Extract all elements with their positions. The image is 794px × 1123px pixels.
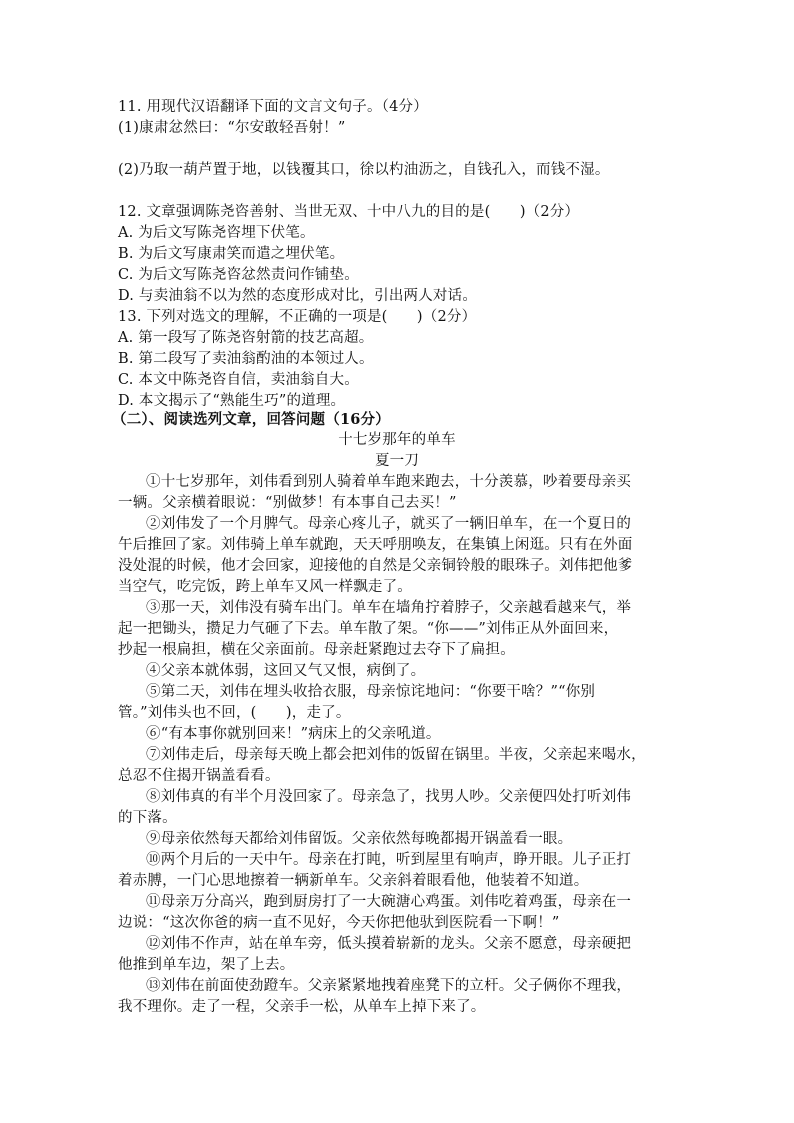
para-line: 午后推回了家。刘伟骑上单车就跑，天天呼朋唤友，在集镇上闲逛。只有在外面: [118, 537, 633, 553]
para-line: ③那一天，刘伟没有骑车出门。单车在墙角拧着脖子，父亲越看越来气，举: [146, 600, 632, 616]
para-line: ④父亲本就体弱，这回又气又恨，病倒了。: [146, 663, 426, 679]
para-line: 当空气，吃完饭，跨上单车又风一样飘走了。: [118, 579, 412, 595]
q11-title: 11. 用现代汉语翻译下面的文言文句子。（4分）: [118, 99, 428, 115]
q11-item-1: (1)康肃忿然曰：“尔安敢轻吾射！”: [118, 120, 346, 136]
para-line: ⑩两个月后的一天中午。母亲在打盹，听到屋里有响声，睁开眼。儿子正打: [146, 852, 632, 868]
para-line: 他推到单车边，架了上去。: [118, 957, 295, 973]
q13-option-b: B. 第二段写了卖油翁酌油的本领过人。: [118, 351, 374, 367]
q13-option-a: A. 第一段写了陈尧咨射箭的技艺高超。: [118, 330, 374, 346]
q12-option-d: D. 与卖油翁不以为然的态度形成对比，引出两人对话。: [118, 288, 478, 304]
para-line: ⑧刘伟真的有半个月没回家了。母亲急了，找男人吵。父亲便四处打听刘伟: [146, 789, 632, 805]
para-line: 我不理你。走了一程，父亲手一松，从单车上掉下来了。: [118, 999, 486, 1015]
q12-title: 12. 文章强调陈尧咨善射、当世无双、十中八九的目的是( )（2分）: [118, 204, 580, 220]
para-line: ⑥“有本事你就别回来！”病床上的父亲吼道。: [146, 726, 441, 742]
para-line: 一辆。父亲横着眼说：“别做梦！有本事自己去买！”: [118, 495, 457, 511]
para-line: ⑫刘伟不作声，站在单车旁，低头摸着崭新的龙头。父亲不愿意，母亲硬把: [146, 936, 632, 952]
para-line: 边说：“这次你爸的病一直不见好，今天你把他驮到医院看一下啊！”: [118, 915, 560, 931]
para-line: ①十七岁那年，刘伟看到别人骑着单车跑来跑去，十分羡慕，吵着要母亲买: [146, 474, 632, 490]
q12-option-b: B. 为后文写康肃笑而遣之埋伏笔。: [118, 246, 345, 262]
q12-option-c: C. 为后文写陈尧咨忿然责问作铺垫。: [118, 267, 359, 283]
section-heading: （二）、阅读选列文章，回答问题（16分）: [112, 411, 390, 428]
para-line: 抄起一根扁担，横在父亲面前。母亲赶紧跑过去夺下了扁担。: [118, 642, 515, 658]
article-title: 十七岁那年的单车: [338, 432, 456, 448]
q13-option-c: C. 本文中陈尧咨自信，卖油翁自大。: [118, 372, 359, 388]
para-line: 的下落。: [118, 810, 177, 826]
para-line: ⑦刘伟走后，母亲每天晚上都会把刘伟的饭留在锅里。半夜，父亲起来喝水，: [146, 747, 646, 763]
q13-title: 13. 下列对选文的理解，不正确的一项是( )（2分）: [118, 309, 477, 325]
article-author: 夏一刀: [374, 453, 420, 469]
para-line: 总忍不住揭开锅盖看看。: [118, 768, 280, 784]
para-line: ⑪母亲万分高兴，跑到厨房打了一大碗溏心鸡蛋。刘伟吃着鸡蛋，母亲在一: [146, 894, 632, 910]
para-line: ⑤第二天，刘伟在埋头收拾衣服，母亲惊诧地问：“你要干啥？”“你别: [146, 684, 596, 700]
para-line: ⑬刘伟在前面使劲蹬车。父亲紧紧地拽着座凳下的立杆。父子俩你不理我，: [146, 978, 632, 994]
q13-option-d: D. 本文揭示了“熟能生巧”的道理。: [118, 393, 346, 409]
para-line: 没处混的时候，他才会回家，迎接他的自然是父亲铜铃般的眼珠子。刘伟把他爹: [118, 558, 633, 574]
q12-option-a: A. 为后文写陈尧咨埋下伏笔。: [118, 225, 315, 241]
para-line: ②刘伟发了一个月脾气。母亲心疼儿子，就买了一辆旧单车，在一个夏日的: [146, 516, 632, 532]
para-line: ⑨母亲依然每天都给刘伟留饭。父亲依然每晚都揭开锅盖看一眼。: [146, 831, 573, 847]
para-line: 着赤膊，一门心思地擦着一辆新单车。父亲斜着眼看他，他装着不知道。: [118, 873, 589, 889]
para-line: 起一把锄头，攒足力气砸了下去。单车散了架。“你——”刘伟正从外面回来，: [118, 621, 619, 637]
q11-item-2: (2)乃取一葫芦置于地，以钱覆其口，徐以杓油沥之，自钱孔入，而钱不湿。: [118, 162, 610, 178]
para-line: 管。”刘伟头也不回，( )，走了。: [118, 705, 351, 721]
